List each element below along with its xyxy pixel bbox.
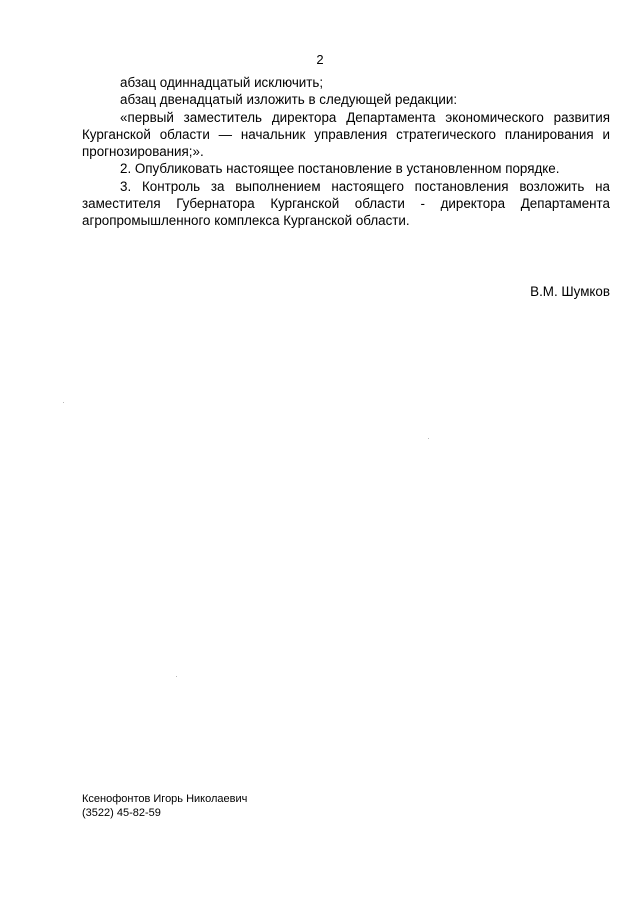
footer-contact [82,792,247,820]
signature-name: В.М. Шумков [530,284,610,299]
paragraph-new-wording: «первый заместитель директора Департамента экономического развития Курганской области — начальник управления стратегического планирования и прогнозирования;». [82,109,610,160]
paragraph-reword-clause-12: абзац двенадцатый изложить в следующей редакции: [120,92,458,108]
footer-author: Ксенофонтов Игорь Николаевич [82,793,248,805]
scan-speck [63,402,64,403]
footer-phone: (3522) 45-82-59 [82,807,161,819]
paragraph-delete-clause-11: абзац одиннадцатый исключить; [120,75,324,90]
scan-speck [176,676,177,677]
scan-speck [428,438,429,439]
paragraph-control: 3. Контроль за выполнением настоящего постановления возложить на заместителя Губернатора Курганской области - директора Департамента агропромышленного комплекса Курганской области. [82,178,610,229]
paragraph-publish: 2. Опубликовать настоящее постановление в установленном порядке. [120,161,560,177]
document-body [82,74,610,230]
page-number: 2 [316,52,324,67]
